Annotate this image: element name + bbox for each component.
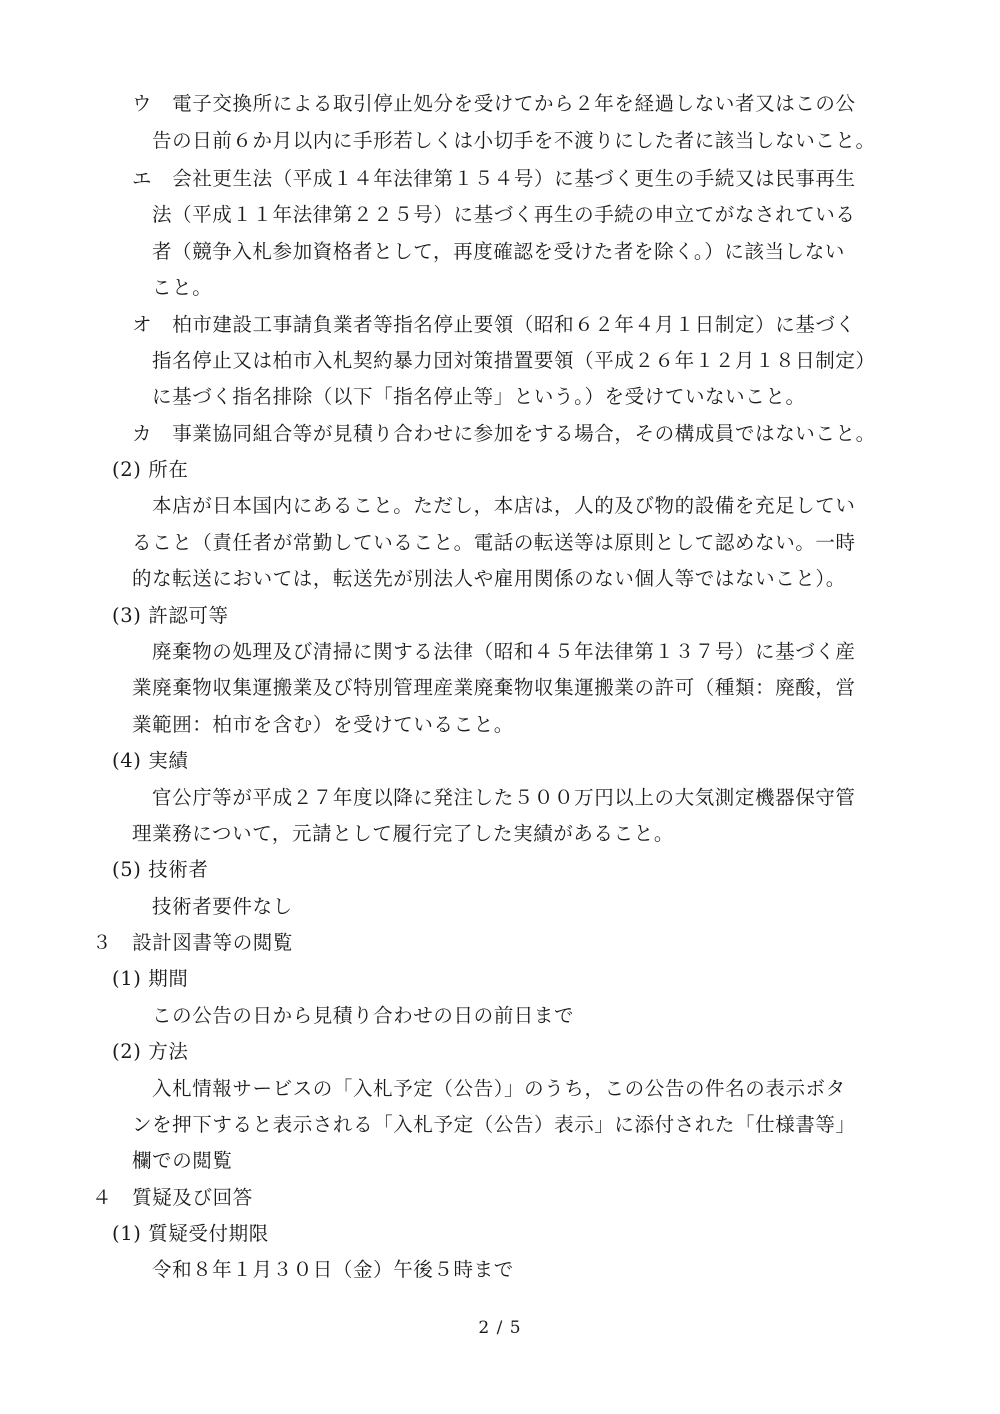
- text-line: ウ 電子交換所による取引停止処分を受けてから２年を経過しない者又はこの公: [132, 92, 856, 115]
- text-line: 告の日前６か月以内に手形若しくは小切手を不渡りにした者に該当しないこと。: [152, 129, 876, 152]
- section-heading: (1) 質疑受付期限: [112, 1222, 269, 1245]
- text-line: ンを押下すると表示される「入札予定（公告）表示」に添付された「仕様書等」: [132, 1113, 856, 1136]
- text-line: エ 会社更生法（平成１４年法律第１５４号）に基づく更生の手続又は民事再生: [132, 167, 856, 190]
- page-number: 2 / 5: [478, 1318, 522, 1338]
- text-line: 指名停止又は柏市入札契約暴力団対策措置要領（平成２６年１２月１８日制定）: [152, 349, 876, 372]
- text-line: 技術者要件なし: [152, 895, 293, 918]
- text-line: 官公庁等が平成２７年度以降に発注した５００万円以上の大気測定機器保守管: [152, 786, 856, 809]
- text-line: 令和８年１月３０日（金）午後５時まで: [152, 1258, 514, 1281]
- text-line: ること（責任者が常勤していること。電話の転送等は原則として認めない。一時: [132, 531, 856, 554]
- section-heading: (3) 許認可等: [112, 604, 229, 627]
- section-heading: (4) 実績: [112, 749, 189, 772]
- text-line: オ 柏市建設工事請負業者等指名停止要領（昭和６２年４月１日制定）に基づく: [132, 313, 856, 336]
- text-line: 理業務について，元請として履行完了した実績があること。: [132, 822, 674, 845]
- text-line: 入札情報サービスの「入札予定（公告）」のうち，この公告の件名の表示ボタ: [152, 1077, 846, 1100]
- section-heading: (1) 期間: [112, 967, 189, 990]
- text-line: 廃棄物の処理及び清掃に関する法律（昭和４５年法律第１３７号）に基づく産: [152, 640, 856, 663]
- text-line: 本店が日本国内にあること。ただし，本店は，人的及び物的設備を充足してい: [152, 494, 856, 517]
- text-line: この公告の日から見積り合わせの日の前日まで: [152, 1004, 575, 1027]
- text-line: 業範囲：柏市を含む）を受けていること。: [132, 713, 514, 736]
- text-line: に基づく指名排除（以下「指名停止等」という。）を受けていないこと。: [152, 385, 806, 408]
- section-heading: (2) 所在: [112, 458, 189, 481]
- section-heading: ３ 設計図書等の閲覧: [92, 931, 294, 954]
- section-heading: ４ 質疑及び回答: [92, 1186, 253, 1209]
- text-line: 者（競争入札参加資格者として，再度確認を受けた者を除く。）に該当しない: [152, 240, 845, 263]
- section-heading: (5) 技術者: [112, 858, 209, 881]
- text-line: 法（平成１１年法律第２２５号）に基づく再生の手続の申立てがなされている: [152, 203, 856, 226]
- text-line: 欄での閲覧: [132, 1149, 233, 1172]
- text-line: カ 事業協同組合等が見積り合わせに参加をする場合，その構成員ではないこと。: [132, 422, 876, 445]
- text-line: 業廃棄物収集運搬業及び特別管理産業廃棄物収集運搬業の許可（種類：廃酸，営: [132, 676, 856, 699]
- section-heading: (2) 方法: [112, 1040, 189, 1063]
- text-line: こと。: [152, 276, 213, 299]
- text-line: 的な転送においては，転送先が別法人や雇用関係のない個人等ではないこと）。: [132, 567, 846, 590]
